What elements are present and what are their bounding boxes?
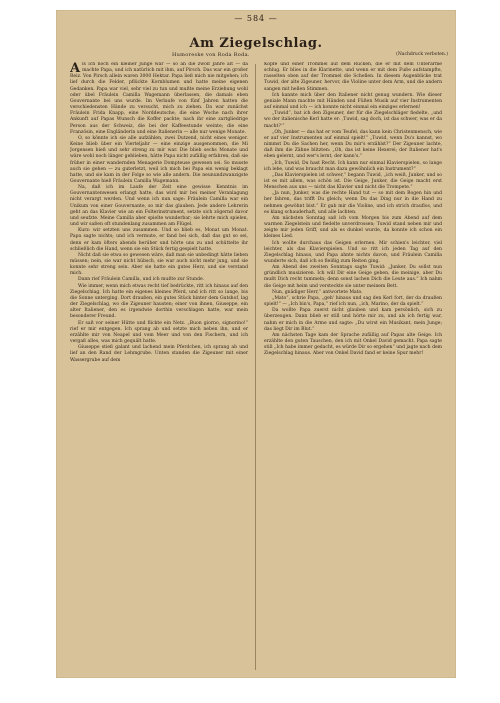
paragraph: Am nächsten Tage kam der Sprache zufällig auf Papas alte Geige. Ich erzählte den guten Tauschen, den ich mit Onkel David gemacht. Papa sagte still „Ich habe immer gedacht, es würde Dir so ergehen“ und jagte nach dem Ziegelschlag hinaus. Aber von Onkel David fand er keine Spur mehr! — [264, 332, 442, 357]
paragraph: Kurz: wir setzten uns zusammen. Und so blieb es, Monat um Monat. Papa sagte nichts; und ich vermute, er fand bei sich, daß das gut so sei, denn er kam öfters abends herüber und hörte uns zu und schüttelte ihr schließlich die Hand, wenn sie ein Stück fertig gespielt hatte. — [70, 228, 248, 252]
paragraph: „Das Klavierspielen ist schwer,“ begann Tuwid, „ich weiß, Junker, und so ist es mit allem, was schön ist. Die Geige, Junker, die Geige macht erst Menschen aus uns — nicht das Klavier und nicht die Trompete.“ — [264, 172, 442, 191]
paragraph: Ich wollte durchaus das Geigen erlernen. Mir schien's leichter, viel leichter, als das Klavierspielen. Und so ritt ich jeden Tag auf den Ziegelschlag hinaus, und Papa ahnte nichts davon, und Fräulein Camilla wunderte sich, daß ich so fleißig zum Reiten ging. — [264, 240, 442, 264]
article-title: Am Ziegelschlag. — [189, 36, 323, 51]
paragraph: Da wollte Papa zuerst nicht glauben und kam persönlich, sich zu überzeugen. Dann blieb er still und hörte mir zu, und als ich fertig war, nahm er mich in die Arme und sagte: „Du wirst ein Musikant, mein Junge; das liegt Dir im Blut.“ — [264, 308, 442, 332]
paragraph: Nun, gnädiger Herr,“ antwortete Mato. — [272, 289, 363, 295]
paragraph — [70, 62, 248, 136]
paragraph: Wie immer, wenn mich etwas recht tief bedrückte, ritt ich hinaus auf den Ziegelschlag. Ich hatte ein eigenes kleines Pferd, und ich ritt so lange, bis die Sonne unterging. Dort draußen, ein gutes Stück hinter dem Gutshof, lag der Ziegelschlag, wo die Zigeuner hausten; einer von ihnen, Giuseppe, ein alter Italiener, den es irgendwie dorthin verschlagen hatte, war mein besonderer Freund. — [70, 283, 248, 320]
paragraph: „Tuwid“, bat ich den Zigeuner, der für die Ziegelschläger fiedelte, „und wo der italienische Kerl hatte er: ‚Tuwid, sag doch, ist das schwer, was er da macht?‘“ — [264, 111, 442, 129]
drop-cap: A — [70, 62, 81, 76]
paragraph: Ich kannte mich über den Italiener nicht genug wundern. Wie dieser geniale Mann machte mit Händen und Füßen Musik auf vier Instrumenten auf einmal und ich — ich konnte nicht einmal ein einziges erlernen! — [264, 92, 442, 111]
reprint-note: (Nachdruck verboten.) — [396, 52, 448, 57]
paragraph: Am nächsten Sonntag saß ich vom Morgen bis zum Abend auf dem warmen Ziegelstein und fiedelte unverdrossen; Tuwid stand neben mir und zeigte mir jeden Griff, und als es dunkel wurde, da konnte ich schon ein kleines Lied. — [264, 215, 442, 240]
paragraph: Nicht daß sie etwa so gewesen wäre, daß man sie unbedingt hätte lieben müssen; nein, sie war nicht hübsch, sie war auch nicht mehr jung, und sie konnte sehr streng sein. Aber sie hatte ein gutes Herz, und sie verstand mich. — [70, 252, 248, 277]
left-text-column — [70, 62, 248, 674]
paragraph: Am Abend des zweiten Sonntags sagte Tuwid: „Junker, Du sollst nun gründlich musizieren. Ich will Dir eine Geige geben, die meinige, aber Du mußt Dich recht tummeln; denn sonst lachen Dich die Leute aus.“ Ich nahm die Geige mit heim und versteckte sie unter meinem Bett. — [264, 265, 442, 289]
page-number: — 584 — — [234, 14, 278, 23]
paragraph: Na, daß ich im Laufe der Zeit eine gewisse Kenntnis im Gouvernantenwesen erlangt hatte, das wird mir bei meiner Veranlagung nicht verargt werden. Und wenn ich nun sage: Fräulein Camilla war ein Unikum von einer Gouvernante, so mir das glauben. Jede andere Lehrerin geht an das Klavier wie an ein Folterinstrument, setzte sich zögernd davor und seufzte. Meine Camilla aber spielte wunderbar; sie lehrte mich spielen, und wir saßen oft stundenlang zusammen am Flügel. — [70, 185, 248, 228]
right-text-column — [264, 62, 442, 674]
paragraph: Er saß vor seiner Hütte und flickte ein Netz. „Buon giorno, signorino!“ rief er mir entgegen. Ich sprang ab und setzte mich neben ihn, und er erzählte mir von Neapel und vom Meer und von den Fischern, und ich vergaß alles, was mich gequält hatte. — [70, 320, 248, 345]
article-byline: Humoreske von Roda Roda. — [172, 52, 250, 58]
paragraph: „Ich, Tuwid, Du hast Recht. Ich kann nur einmal Klavierspielen, so lange ich lebe, und was braucht man dazu gewöhnlich ein Instrument?“ — [264, 160, 442, 172]
paragraph: Dann rief Fräulein Camilla, und ich mußte zur Stunde. — [78, 277, 205, 283]
paragraph: „Oh, Junker — das hat er vom Teufel, das kann kein Christenmensch, wie er auf vier Instrumenten auf einmal spielt!“ „Tuwid, wenn Du's kannst, wo nimmst Du die Sachen her, wenn Du mir's erzählst?“ Der Zigeuner lachte, daß ihm die Zähne blitzten: „Oh, das ist keine Hexerei; der Italiener hat's eben gelernt, und wer's lernt, der kann's.“ — [264, 129, 442, 160]
paragraph: Giuseppe stieß galant und lachend mein Pferdchen, ich sprang ab und lief an den Rand der Lehmgrube. Unten standen die Zigeuner mit einer Wassergrube auf dem — [70, 345, 248, 363]
paragraph: „Ja nun, Junker, was die rechte Hand tut — so mit dem Bogen hin und her fahren, das trifft Du gleich; wenn Du das Ding nur in die Hand zu nehmen gewöhnt bist.“ Er gab mir die Violine, und ich strich drauflos, und es klang schauderhaft, und alle lachten. — [264, 191, 442, 215]
paragraph: „Mato“, schrie Papa, „geh' hinaus und sag den Kerl fort, der da draußen spielt!“ — „Ich bin's, Papa,“ rief ich nun, „ich, Marino, der da spielt.“ — [264, 295, 442, 308]
magazine-page — [56, 10, 456, 678]
paragraph: O, so könnte ich sie alle aufzählen, zwei Dutzend, nicht eines weniger. Keine blieb über ein Vierteljahr — eine einzige ausgenommen, die Mi Jorgensen hieß und sehr streng zu mir war. Die blieb sechs Monate und wäre wohl noch länger geblieben, hätte Papa nicht zufällig erfahren, daß sie früher in einer wandernden Menagerie Dompteuse gewesen sei. So musste auch sie gehen — zu guterletzt, weil ich mich bei Papa ein wenig beklagt hatte, und sie kam in der Folge so wie alle andern. Die neunundzwanzigste Gouvernante hieß Fräulein Camilla Wagemann. — [70, 135, 248, 184]
paragraph-text: ls ich noch ein kleiner Junge war — so an die zwölf Jahre alt — da machte Papa, und ich natürlich mit ihm, auf Pirsch. Das war ein großer Reiz. Von Pirsch allein waren 3000 Hektar. Papa ließ mich nie mitgehen; ich lief durch die Felder, pflückte Kornblumen und hatte meine eigenen Gedanken. Papa war viel, sehr viel zu tun und mußte meine Erziehung wohl oder übel Fräulein Camilla Wagemann überlassen, die damals eben Gouvernante bei uns wurde. Im Verlaufe von fünf Jahren hatten die verschiedensten Hände zu versucht, mich zu ziehen. Da war zunächst Fräulein Frida Knapp, eine Norddeutsche, die eine Woche nach ihrer Ankunft auf Papas Wunsch die Koffer packte; nach ihr eine zartgliedrige Person aus der Schweiz, die bei der Kaffeestunde weinte; die eine Französin, eine Engländerin und eine Italienerin — alle nur wenige Monate. — [70, 62, 248, 135]
paragraph: Kopfe und einer Trommel auf dem Rücken, die er mit dem Unterarme schlug. Er blies in die Klarinette, und wenn er mit dem Fuße aufstampfte, rasselten oben auf der Trommel die Schellen. In diesem Augenblicke trat Tuwid, der alte Zigeuner, hervor, die Violine unter dem Arm, und die andern sangen mit hellen Stimmen. — [264, 62, 442, 92]
column-divider — [255, 64, 256, 670]
